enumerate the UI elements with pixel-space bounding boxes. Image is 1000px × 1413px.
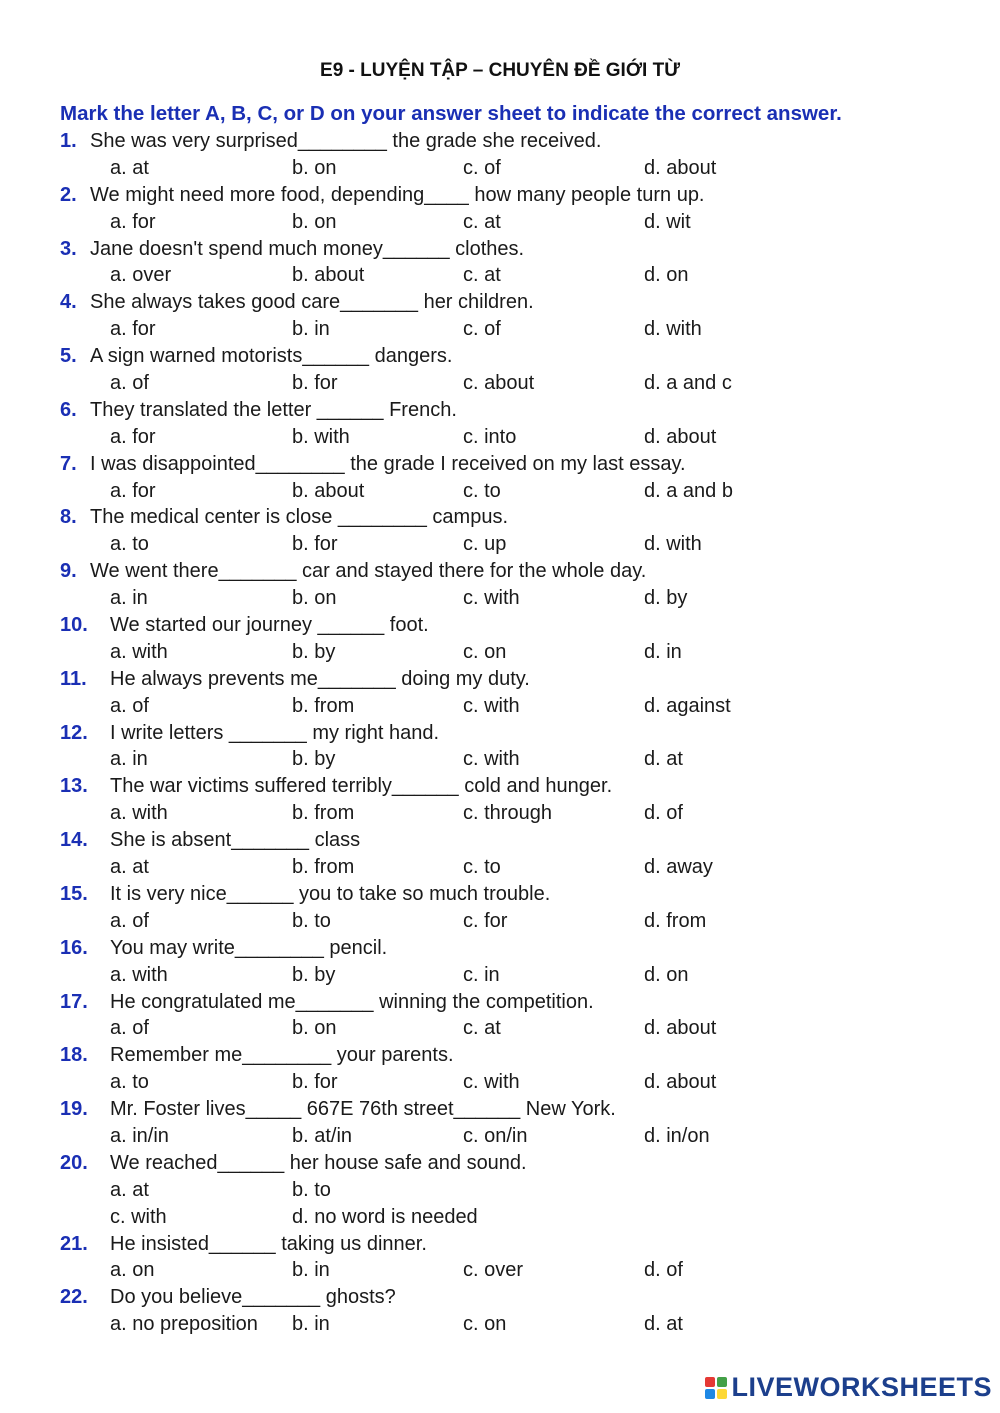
option-b[interactable]: b. by [292,640,336,663]
question-text: He insisted______ taking us dinner. [110,1232,427,1255]
option-a[interactable]: a. for [110,425,156,448]
option-b[interactable]: b. on [292,156,337,179]
question-item [60,1150,960,1231]
options-row [60,800,960,827]
question-item [60,989,960,1043]
question-line [60,289,960,316]
question-item [60,451,960,505]
question-line [60,1231,960,1258]
question-text: Jane doesn't spend much money______ clothes. [90,237,525,260]
option-a[interactable]: a. of [110,372,149,395]
question-number: 10. [60,614,88,637]
question-item [60,612,960,666]
option-b[interactable]: b. about [292,264,365,287]
option-d[interactable]: d. of [644,802,683,825]
option-b[interactable]: b. to [292,909,331,932]
option-b[interactable]: b. in [292,1259,330,1282]
question-text: I write letters _______ my right hand. [110,721,440,744]
option-c[interactable]: c. with [463,694,520,717]
option-c[interactable]: c. into [463,425,517,448]
option-d[interactable]: d. away [644,856,713,879]
question-number: 16. [60,936,88,959]
options-row [60,370,960,397]
question-text: They translated the letter ______ French. [90,398,457,421]
question-number: 4. [60,291,77,314]
option-c[interactable]: c. with [110,1205,167,1228]
option-a[interactable]: a. no preposition [110,1313,258,1336]
option-b[interactable]: b. on [292,1017,337,1040]
options-row [60,693,960,720]
option-b[interactable]: b. on [292,587,337,610]
question-item [60,666,960,720]
option-b[interactable]: b. with [292,425,350,448]
question-line [60,558,960,585]
option-a[interactable]: a. at [110,1178,149,1201]
question-number: 11. [60,667,87,690]
options-row [60,262,960,289]
option-b[interactable]: b. for [292,1071,338,1094]
question-item [60,1096,960,1150]
option-a[interactable]: a. of [110,909,149,932]
question-line [60,1096,960,1123]
question-number: 6. [60,398,77,421]
option-d[interactable]: d. about [644,425,717,448]
option-d[interactable]: d. with [644,533,702,556]
option-a[interactable]: a. with [110,640,168,663]
option-c[interactable]: c. with [463,1071,520,1094]
question-item [60,827,960,881]
option-a[interactable]: a. for [110,318,156,341]
question-line [60,666,960,693]
option-a[interactable]: a. with [110,963,168,986]
question-number: 20. [60,1151,88,1174]
option-c[interactable]: c. up [463,533,507,556]
options-row [60,1177,960,1204]
option-a[interactable]: a. for [110,210,156,233]
option-b[interactable]: b. in [292,318,330,341]
question-text: It is very nice______ you to take so much trouble. [110,882,551,905]
options-row [60,585,960,612]
options-row [60,1015,960,1042]
option-c[interactable]: c. at [463,210,501,233]
option-c[interactable]: c. about [463,372,535,395]
option-a[interactable]: a. over [110,264,172,287]
option-a[interactable]: a. of [110,1017,149,1040]
liveworksheets-logo [705,1372,992,1403]
question-line [60,773,960,800]
option-b[interactable]: b. by [292,748,336,771]
option-b[interactable]: b. from [292,694,355,717]
option-c[interactable]: c. with [463,587,520,610]
question-text: You may write________ pencil. [110,936,388,959]
question-item [60,558,960,612]
question-item [60,881,960,935]
question-number: 21. [60,1232,88,1255]
question-line [60,236,960,263]
options-row [60,1123,960,1150]
option-d[interactable]: d. from [644,909,707,932]
option-a[interactable]: a. in/in [110,1124,169,1147]
option-b[interactable]: b. in [292,1313,330,1336]
question-line [60,451,960,478]
option-b[interactable]: b. at/in [292,1124,353,1147]
question-text: We started our journey ______ foot. [110,614,429,637]
option-c[interactable]: c. at [463,264,501,287]
question-line [60,827,960,854]
question-number: 5. [60,345,77,368]
question-item [60,773,960,827]
question-item [60,720,960,774]
option-a[interactable]: a. in [110,587,148,610]
option-d[interactable]: d. of [644,1259,683,1282]
question-text: We reached______ her house safe and sound. [110,1151,527,1174]
option-c[interactable]: c. to [463,856,501,879]
option-d[interactable]: d. in [644,640,682,663]
option-d[interactable]: d. with [644,318,702,341]
option-d[interactable]: d. on [644,264,689,287]
option-c[interactable]: c. on [463,640,507,663]
option-c[interactable]: c. in [463,963,500,986]
question-number: 12. [60,721,88,744]
option-c[interactable]: c. on/in [463,1124,528,1147]
instruction-text: Mark the letter A, B, C, or D on your answer sheet to indicate the correct answer. [60,102,842,125]
question-number: 19. [60,1098,88,1121]
option-c[interactable]: c. at [463,1017,501,1040]
question-line [60,881,960,908]
question-number: 22. [60,1286,88,1309]
options-row [60,1311,960,1338]
question-item [60,343,960,397]
question-text: The war victims suffered terribly______ cold and hunger. [110,775,613,798]
question-text: He always prevents me_______ doing my duty. [110,667,530,690]
option-d[interactable]: d. by [644,587,688,610]
question-item [60,504,960,558]
question-item [60,182,960,236]
question-item [60,128,960,182]
question-text: We might need more food, depending____ how many people turn up. [90,183,705,206]
question-line [60,612,960,639]
question-item [60,1231,960,1285]
question-item [60,935,960,989]
option-a[interactable]: a. to [110,1071,149,1094]
question-number: 2. [60,183,77,206]
question-text: He congratulated me_______ winning the competition. [110,990,594,1013]
options-row [60,854,960,881]
option-b[interactable]: b. by [292,963,336,986]
question-text: She always takes good care_______ her children. [90,291,534,314]
question-item [60,236,960,290]
options-row [60,316,960,343]
options-row [60,1257,960,1284]
option-a[interactable]: a. of [110,694,149,717]
question-number: 3. [60,237,77,260]
question-text: I was disappointed________ the grade I received on my last essay. [90,452,686,475]
option-d[interactable]: d. against [644,694,731,717]
option-c[interactable]: c. for [463,909,508,932]
option-d[interactable]: d. no word is needed [292,1205,478,1228]
question-line [60,935,960,962]
question-number: 9. [60,560,77,583]
option-b[interactable]: b. from [292,802,355,825]
question-line [60,504,960,531]
option-a[interactable]: a. for [110,479,156,502]
options-row [60,209,960,236]
option-d[interactable]: d. at [644,748,683,771]
logo-icon [705,1377,727,1399]
options-row [60,531,960,558]
question-number: 17. [60,990,88,1013]
option-a[interactable]: a. in [110,748,148,771]
options-row [60,639,960,666]
question-number: 7. [60,452,77,475]
option-d[interactable]: d. a and c [644,372,732,395]
question-list [60,128,960,1338]
option-c[interactable]: c. with [463,748,520,771]
question-line [60,989,960,1016]
option-b[interactable]: b. on [292,210,337,233]
option-d[interactable]: d. wit [644,210,691,233]
question-line [60,720,960,747]
options-row [60,908,960,935]
option-d[interactable]: d. a and b [644,479,733,502]
question-item [60,1042,960,1096]
question-line [60,1042,960,1069]
option-c[interactable]: c. through [463,802,552,825]
option-a[interactable]: a. on [110,1259,155,1282]
question-number: 18. [60,1044,88,1067]
option-d[interactable]: d. about [644,156,717,179]
question-text: The medical center is close ________ campus. [90,506,509,529]
question-text: She is absent_______ class [110,829,361,852]
question-number: 13. [60,775,88,798]
question-line [60,1284,960,1311]
question-number: 15. [60,882,88,905]
option-d[interactable]: d. about [644,1017,717,1040]
question-line [60,182,960,209]
option-a[interactable]: a. with [110,802,168,825]
options-row [60,962,960,989]
option-d[interactable]: d. on [644,963,689,986]
option-a[interactable]: a. at [110,856,149,879]
question-text: Remember me________ your parents. [110,1044,454,1067]
option-b[interactable]: b. about [292,479,365,502]
question-number: 1. [60,130,77,152]
option-c[interactable]: c. of [463,318,501,341]
question-text: She was very surprised________ the grade she received. [90,130,602,152]
question-line [60,343,960,370]
question-text: A sign warned motorists______ dangers. [90,345,453,368]
question-text: Mr. Foster lives_____ 667E 76th street______ New York. [110,1098,616,1121]
question-item [60,289,960,343]
options-row [60,1204,960,1231]
question-text: Do you believe_______ ghosts? [110,1286,396,1309]
option-a[interactable]: a. to [110,533,149,556]
options-row [60,424,960,451]
option-b[interactable]: b. to [292,1178,331,1201]
options-row [60,478,960,505]
options-row [60,155,960,182]
option-c[interactable]: c. of [463,156,501,179]
question-item [60,1284,960,1338]
options-row [60,746,960,773]
option-b[interactable]: b. from [292,856,355,879]
option-d[interactable]: d. in/on [644,1124,710,1147]
options-row [60,1069,960,1096]
question-number: 8. [60,506,77,529]
question-item [60,397,960,451]
question-number: 14. [60,829,88,852]
question-line [60,1150,960,1177]
option-d[interactable]: d. at [644,1313,683,1336]
option-b[interactable]: b. for [292,533,338,556]
option-d[interactable]: d. about [644,1071,717,1094]
option-c[interactable]: c. to [463,479,501,502]
option-b[interactable]: b. for [292,372,338,395]
question-line [60,397,960,424]
question-text: We went there_______ car and stayed there for the whole day. [90,560,647,583]
option-c[interactable]: c. over [463,1259,524,1282]
option-c[interactable]: c. on [463,1313,507,1336]
option-a[interactable]: a. at [110,156,149,179]
logo-text: LIVEWORKSHEETS [731,1372,992,1402]
worksheet-title: E9 - LUYỆN TẬP – CHUYÊN ĐỀ GIỚI TỪ [320,60,680,81]
question-line [60,128,960,155]
